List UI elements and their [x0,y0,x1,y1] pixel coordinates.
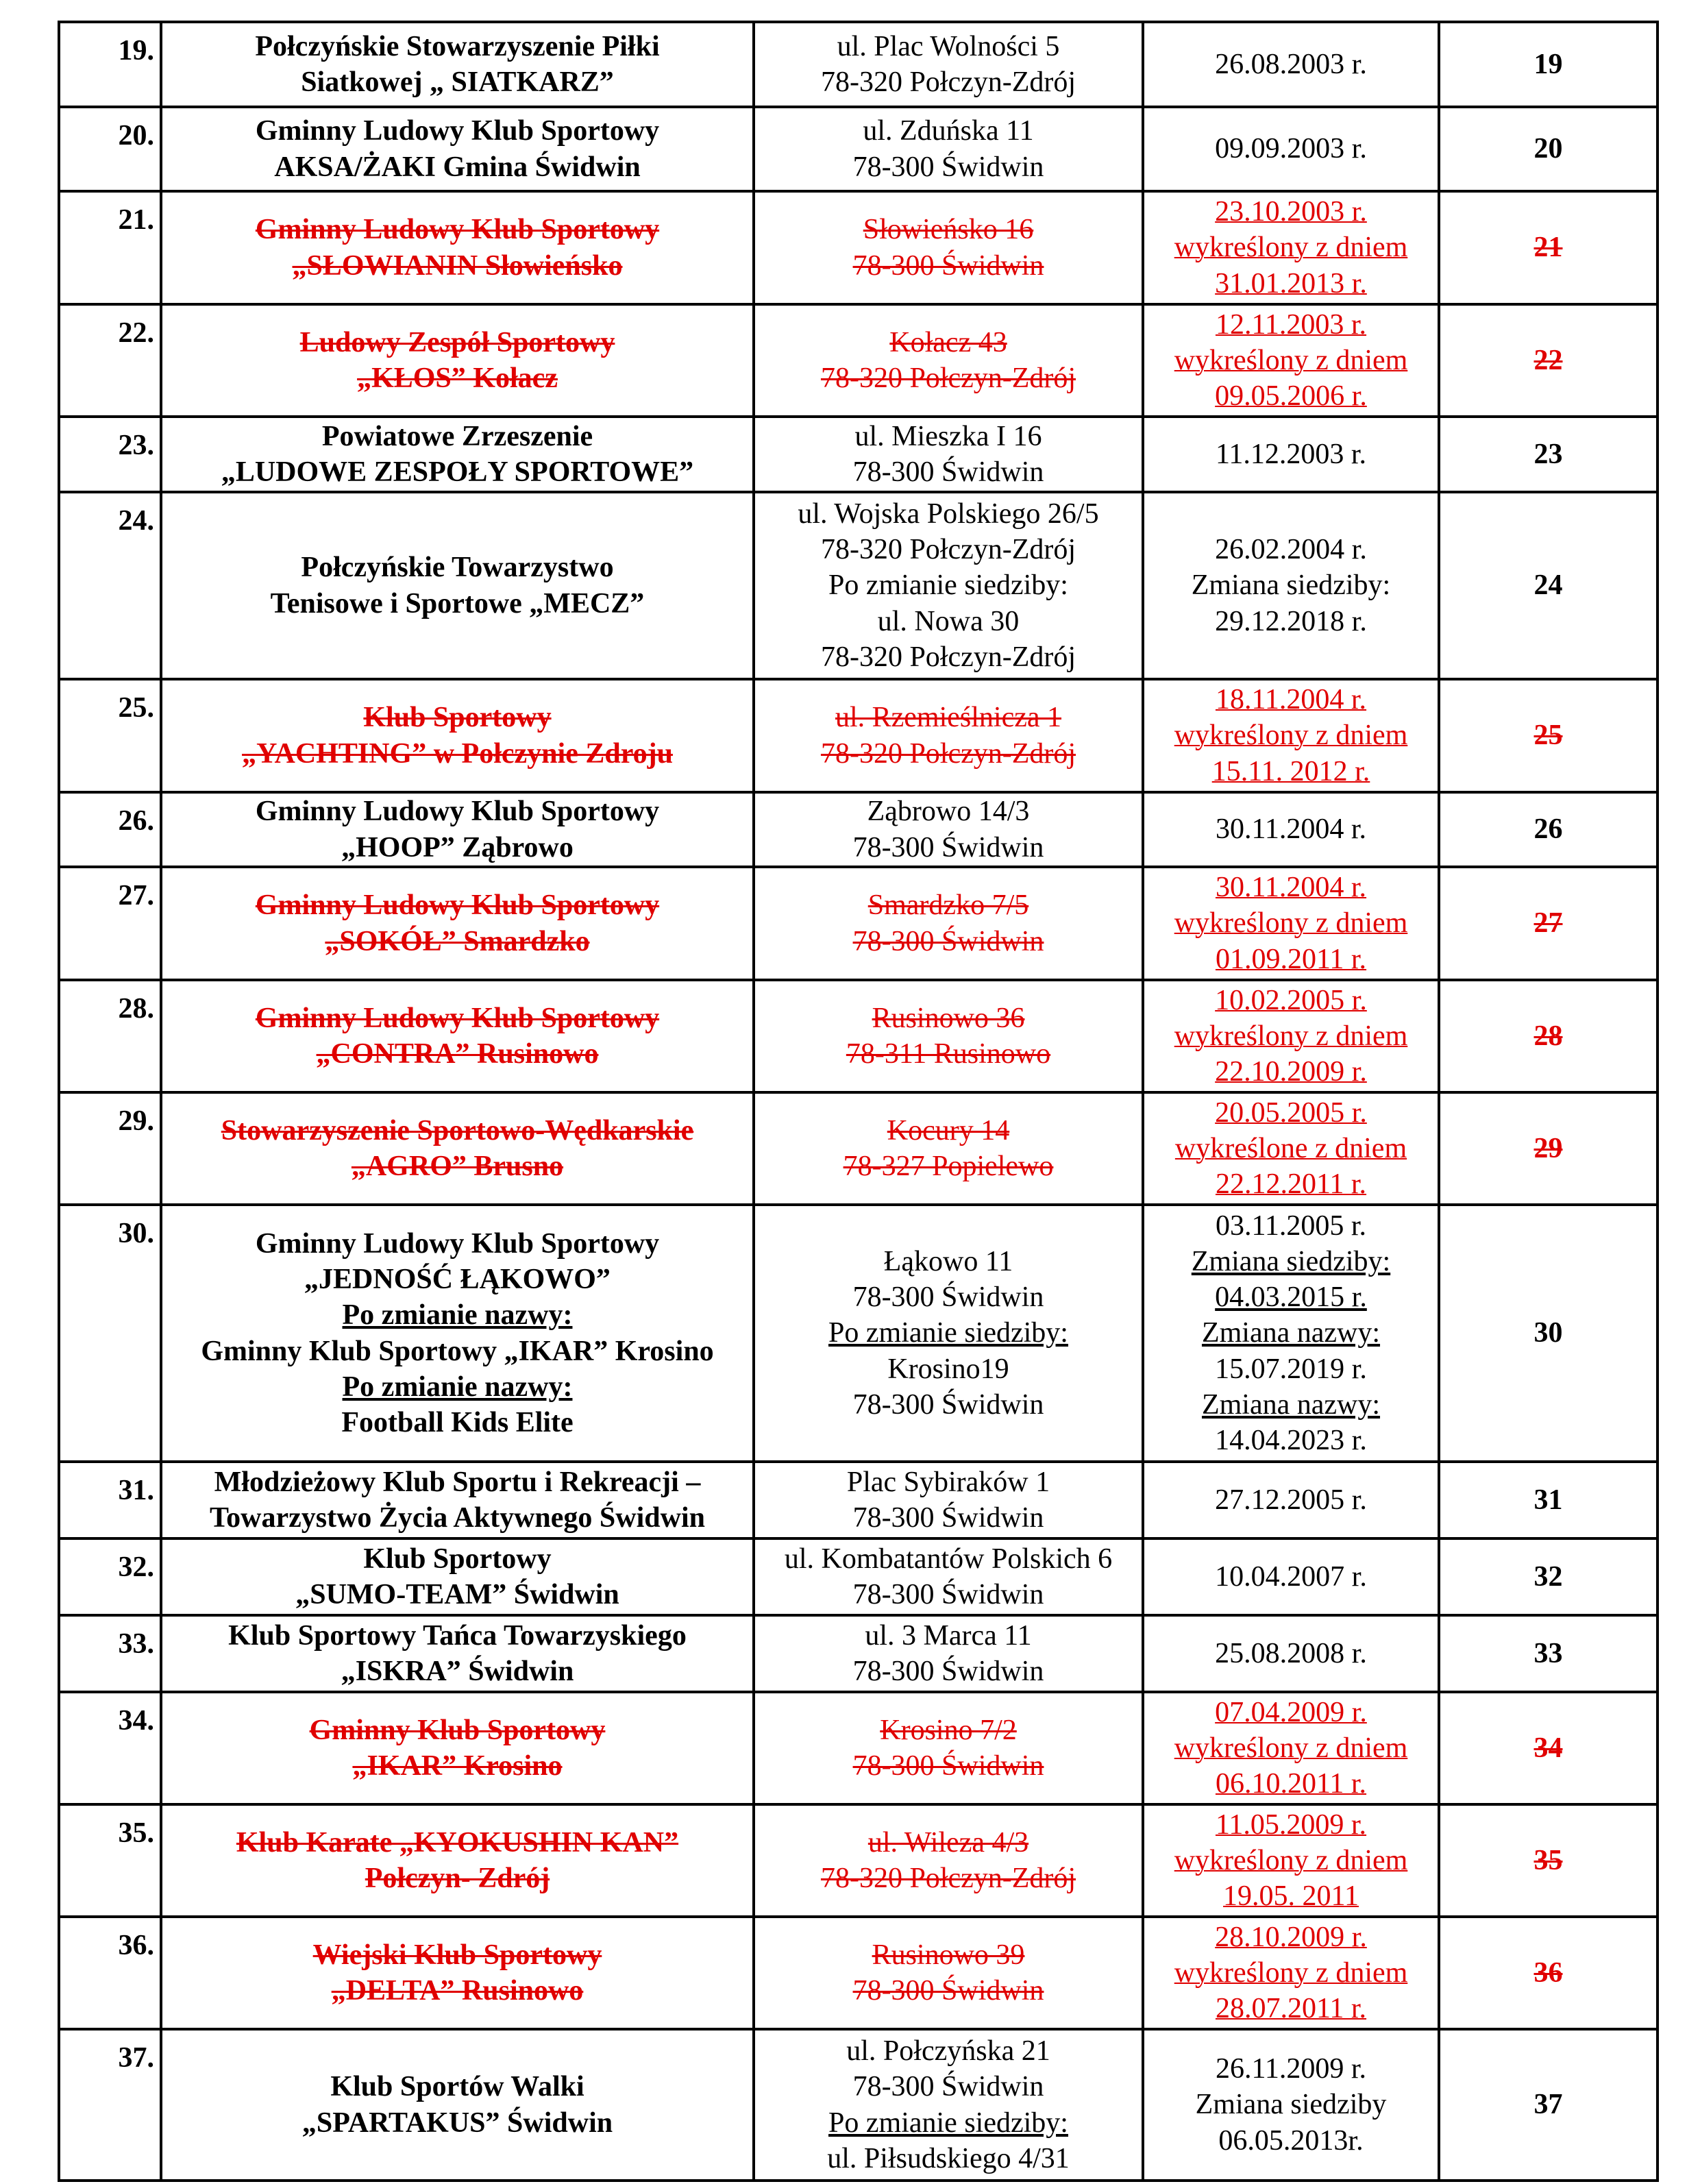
register-number: 19 [1439,22,1658,107]
date-line: wykreślony z dniem [1174,1020,1408,1052]
club-name [161,1804,754,1917]
row-number: 24. [59,492,161,679]
club-address [754,191,1143,304]
club-address-line: 78-300 Świdwin [852,151,1044,183]
club-name-line: Gminny Klub Sportowy [309,1714,606,1746]
club-address [754,679,1143,792]
table-row [59,492,1658,679]
club-address [754,1917,1143,2029]
date-line: 15.11. 2012 r. [1211,755,1370,787]
club-name-line: Gminny Ludowy Klub Sportowy [255,1002,660,1034]
club-address-line: ul. Rzemieślnicza 1 [835,702,1062,734]
club-address-line: 78-300 Świdwin [852,456,1044,488]
club-address-line: 78-300 Świdwin [852,1975,1044,2007]
date-line: 26.02.2004 r. [1215,534,1367,566]
registration-date [1143,980,1439,1092]
table-row [59,1538,1658,1615]
date-line: wykreślony z dniem [1174,1844,1408,1876]
club-address-line: Krosino19 [887,1353,1009,1385]
row-number: 37. [59,2029,161,2181]
club-address-line: 78-320 Połczyn-Zdrój [820,641,1076,673]
date-line: wykreślony z dniem [1174,232,1408,264]
club-name-line: Siatkowej „ SIATKARZ” [301,66,614,98]
club-name-line: Młodzieżowy Klub Sportu i Rekreacji – [214,1466,701,1498]
club-address [754,417,1143,492]
row-number: 32. [59,1538,161,1615]
club-name [161,679,754,792]
club-name-line: Tenisowe i Sportowe „MECZ” [270,587,645,619]
club-name-line: Klub Sportów Walki [330,2071,584,2103]
club-address-line: 78-320 Połczyn-Zdrój [820,1863,1076,1894]
table-row [59,867,1658,980]
club-name [161,1692,754,1804]
registration-date [1143,1205,1439,1462]
club-address-line: ul. Nowa 30 [877,605,1020,637]
register-number: 28 [1439,980,1658,1092]
row-number: 30. [59,1205,161,1462]
club-name-line: „SUMO-TEAM” Świdwin [295,1579,619,1610]
club-address-line: Rusinowo 36 [872,1002,1025,1034]
club-name [161,1462,754,1538]
date-line: 06.10.2011 r. [1215,1768,1367,1800]
date-line: wykreślony z dniem [1174,1956,1408,1989]
register-table [58,21,1659,2182]
date-line: Zmiana nazwy: [1201,1388,1381,1421]
date-line: 23.10.2003 r. [1215,196,1367,228]
club-address-line: 78-300 Świdwin [852,1281,1044,1314]
table-row [59,980,1658,1092]
club-name-line: „IKAR” Krosino [352,1750,563,1782]
club-name [161,1917,754,2029]
club-address-line: ul. Plac Wolności 5 [837,30,1060,62]
club-name-line: Wiejski Klub Sportowy [312,1939,602,1971]
registration-date [1143,2029,1439,2181]
registration-date [1143,792,1439,867]
date-line: 10.04.2007 r. [1215,1560,1367,1593]
club-name [161,304,754,417]
club-name-line: „JEDNOŚĆ ŁĄKOWO” [304,1264,611,1296]
club-address [754,1205,1143,1462]
club-name-line: Gminny Ludowy Klub Sportowy [255,889,660,922]
register-number: 26 [1439,792,1658,867]
club-name [161,107,754,191]
club-name [161,191,754,304]
club-address-line: ul. 3 Marca 11 [865,1619,1032,1652]
date-line: 01.09.2011 r. [1215,943,1367,975]
club-name-line: „SŁOWIANIN Słowieńsko [292,249,623,282]
table-row [59,2029,1658,2181]
club-name [161,2029,754,2181]
club-address [754,107,1143,191]
club-name-line: Powiatowe Zrzeszenie [321,420,593,452]
club-address-line: 78-300 Świdwin [852,1656,1044,1687]
club-address-line: 78-320 Połczyn-Zdrój [820,363,1076,394]
registration-date [1143,1538,1439,1615]
club-name-line: „SPARTAKUS” Świdwin [301,2107,613,2139]
table-row [59,1615,1658,1692]
club-address-line: 78-311 Rusinowo [846,1038,1051,1070]
club-address-line: 78-300 Świdwin [852,1502,1044,1534]
date-line: wykreślony z dniem [1174,907,1408,940]
row-number: 22. [59,304,161,417]
club-name-line: Gminny Ludowy Klub Sportowy [255,115,660,147]
table-row [59,107,1658,191]
date-line: 26.08.2003 r. [1215,48,1367,80]
club-name-line: Towarzystwo Życia Aktywnego Świdwin [209,1502,706,1534]
club-address-line: Po zmianie siedziby: [828,1317,1068,1349]
club-address-line: ul. Zduńska 11 [863,115,1034,147]
club-address [754,792,1143,867]
club-name-line: Klub Sportowy Tańca Towarzyskiego [228,1619,687,1652]
club-name-line: „LUDOWE ZESPOŁY SPORTOWE” [221,456,694,488]
club-name-line: Gminny Ludowy Klub Sportowy [255,796,660,828]
register-number: 29 [1439,1092,1658,1205]
club-address-line: 78-300 Świdwin [852,249,1044,282]
date-line: 20.05.2005 r. [1215,1096,1367,1129]
date-line: 27.12.2005 r. [1215,1484,1367,1516]
row-number: 33. [59,1615,161,1692]
club-name-line: Ludowy Zespół Sportowy [299,326,615,358]
club-address-line: Kocury 14 [887,1114,1010,1146]
club-address-line: Plac Sybiraków 1 [846,1466,1050,1498]
table-row [59,1917,1658,2029]
club-name [161,417,754,492]
table-row [59,679,1658,792]
club-address-line: 78-327 Popielewo [843,1151,1054,1182]
registration-date [1143,191,1439,304]
register-number: 37 [1439,2029,1658,2181]
club-name [161,1538,754,1615]
club-address-line: Kołacz 43 [889,326,1007,358]
row-number: 28. [59,980,161,1092]
date-line: 15.07.2019 r. [1215,1353,1367,1385]
club-address-line: 78-320 Połczyn-Zdrój [820,66,1076,98]
club-name [161,867,754,980]
club-name-line: Po zmianie nazwy: [342,1371,573,1403]
register-number: 20 [1439,107,1658,191]
club-name-line: Połczyńskie Towarzystwo [301,552,614,584]
date-line: 22.10.2009 r. [1215,1056,1367,1088]
club-address-line: ul. Mieszka I 16 [854,420,1042,452]
date-line: 12.11.2003 r. [1215,308,1367,341]
date-line: 25.08.2008 r. [1215,1637,1367,1669]
club-address-line: Po zmianie siedziby: [828,2107,1068,2139]
club-name-line: „HOOP” Ząbrowo [341,831,574,863]
club-name-line: Połczyn- Zdrój [365,1863,550,1894]
registration-date [1143,22,1439,107]
club-address [754,1538,1143,1615]
club-name [161,1092,754,1205]
club-name-line: „CONTRA” Rusinowo [316,1038,599,1070]
club-address-line: 78-300 Świdwin [852,1579,1044,1610]
date-line: wykreślony z dniem [1174,1732,1408,1764]
date-line: 30.11.2004 r. [1215,813,1367,846]
date-line: 22.12.2011 r. [1215,1168,1367,1201]
club-address [754,492,1143,679]
row-number: 31. [59,1462,161,1538]
registration-date [1143,1462,1439,1538]
register-number: 24 [1439,492,1658,679]
row-number: 34. [59,1692,161,1804]
club-address-line: ul. Kombatantów Polskich 6 [784,1543,1113,1575]
club-address-line: 78-300 Świdwin [852,1750,1044,1782]
club-address [754,1804,1143,1917]
club-name-line: Gminny Klub Sportowy „IKAR” Krosino [201,1335,714,1367]
club-name-line: Football Kids Elite [341,1406,574,1438]
club-address [754,1615,1143,1692]
club-name-line: Stowarzyszenie Sportowo-Wędkarskie [221,1114,694,1146]
table-row [59,1462,1658,1538]
registration-date [1143,417,1439,492]
row-number: 35. [59,1804,161,1917]
club-address-line: 78-300 Świdwin [852,925,1044,957]
club-address [754,1692,1143,1804]
club-name-line: Gminny Ludowy Klub Sportowy [255,1228,660,1260]
register-table-body [59,22,1658,2181]
date-line: wykreślony z dniem [1174,720,1408,752]
club-name [161,492,754,679]
register-number: 30 [1439,1205,1658,1462]
club-name [161,980,754,1092]
club-address [754,867,1143,980]
registration-date [1143,679,1439,792]
club-address [754,2029,1143,2181]
date-line: 03.11.2005 r. [1215,1210,1367,1242]
club-name-line: „AGRO” Brusno [351,1151,564,1182]
date-line: wykreślone z dniem [1174,1132,1407,1164]
row-number: 26. [59,792,161,867]
table-row [59,1205,1658,1462]
club-name [161,1205,754,1462]
club-address-line: Krosino 7/2 [880,1714,1017,1746]
row-number: 36. [59,1917,161,2029]
date-line: Zmiana siedziby: [1191,569,1391,602]
club-address-line: Łąkowo 11 [883,1246,1013,1278]
club-address [754,1092,1143,1205]
club-name-line: „SOKÓŁ” Smardzko [325,925,590,957]
date-line: 28.07.2011 r. [1215,1993,1367,2025]
date-line: 28.10.2009 r. [1215,1921,1367,1953]
table-row [59,1804,1658,1917]
club-address-line: ul. Wileza 4/3 [867,1826,1029,1858]
club-address-line: ul. Wojska Polskiego 26/5 [798,498,1099,530]
club-address-line: 78-300 Świdwin [852,1388,1044,1421]
register-number: 21 [1439,191,1658,304]
date-line: Zmiana nazwy: [1201,1317,1381,1349]
register-number: 31 [1439,1462,1658,1538]
date-line: 18.11.2004 r. [1215,684,1367,716]
club-address-line: Słowieńsko 16 [863,214,1034,246]
register-number: 27 [1439,867,1658,980]
club-name-line: Klub Karate „KYOKUSHIN KAN” [236,1826,679,1858]
club-address-line: Ząbrowo 14/3 [867,796,1030,828]
register-number: 22 [1439,304,1658,417]
club-name-line: „YACHTING” w Połczynie Zdroju [242,737,673,770]
club-name [161,1615,754,1692]
registration-date [1143,1692,1439,1804]
club-name-line: Gminny Ludowy Klub Sportowy [255,214,660,246]
row-number: 27. [59,867,161,980]
register-number: 34 [1439,1692,1658,1804]
club-address-line: ul. Piłsudskiego 4/31 [827,2142,1070,2174]
club-name-line: Połczyńskie Stowarzyszenie Piłki [255,30,660,62]
register-number: 35 [1439,1804,1658,1917]
club-name-line: „ISKRA” Świdwin [341,1656,574,1687]
registration-date [1143,107,1439,191]
registration-date [1143,1092,1439,1205]
date-line: 06.05.2013r. [1218,2124,1364,2157]
date-line: 11.05.2009 r. [1215,1808,1367,1841]
register-number: 33 [1439,1615,1658,1692]
date-line: 10.02.2005 r. [1215,984,1367,1016]
table-row [59,22,1658,107]
club-name [161,792,754,867]
club-name-line: Klub Sportowy [363,702,552,734]
club-name-line: „DELTA” Rusinowo [331,1975,584,2007]
date-line: 26.11.2009 r. [1215,2053,1367,2085]
club-address-line: 78-320 Połczyn-Zdrój [820,534,1076,566]
club-name-line: „KŁOS” Kołacz [357,363,558,394]
club-address [754,1462,1143,1538]
table-row [59,1092,1658,1205]
club-address [754,980,1143,1092]
row-number: 20. [59,107,161,191]
date-line: 11.12.2003 r. [1215,438,1367,470]
table-row [59,792,1658,867]
date-line: 30.11.2004 r. [1215,872,1367,904]
table-row [59,417,1658,492]
register-number: 36 [1439,1917,1658,2029]
club-address [754,22,1143,107]
date-line: 09.05.2006 r. [1215,380,1367,413]
registration-date [1143,492,1439,679]
date-line: wykreślony z dniem [1174,344,1408,376]
club-address-line: Rusinowo 39 [872,1939,1025,1971]
date-line: 04.03.2015 r. [1215,1281,1367,1314]
date-line: 29.12.2018 r. [1215,605,1367,637]
club-name-line: AKSA/ŻAKI Gmina Świdwin [274,151,641,183]
registration-date [1143,867,1439,980]
table-row [59,304,1658,417]
registration-date [1143,1917,1439,2029]
row-number: 29. [59,1092,161,1205]
row-number: 25. [59,679,161,792]
club-address-line: Smardzko 7/5 [867,889,1029,922]
club-address-line: 78-300 Świdwin [852,2071,1044,2103]
registration-date [1143,304,1439,417]
row-number: 23. [59,417,161,492]
club-name-line: Klub Sportowy [363,1543,552,1575]
club-address-line: Po zmianie siedziby: [828,569,1068,602]
club-address [754,304,1143,417]
registration-date [1143,1804,1439,1917]
register-number: 25 [1439,679,1658,792]
date-line: 19.05. 2011 [1223,1880,1359,1913]
club-name [161,22,754,107]
club-name-line: Po zmianie nazwy: [342,1299,573,1332]
date-line: 31.01.2013 r. [1215,267,1367,299]
register-number: 23 [1439,417,1658,492]
club-address-line: 78-300 Świdwin [852,831,1044,863]
club-address-line: 78-320 Połczyn-Zdrój [820,737,1076,770]
date-line: 14.04.2023 r. [1215,1424,1367,1456]
date-line: 09.09.2003 r. [1215,133,1367,165]
table-row [59,191,1658,304]
row-number: 19. [59,22,161,107]
date-line: 07.04.2009 r. [1215,1696,1367,1728]
date-line: Zmiana siedziby [1195,2089,1387,2121]
registration-date [1143,1615,1439,1692]
date-line: Zmiana siedziby: [1191,1246,1391,1278]
club-address-line: ul. Połczyńska 21 [846,2035,1050,2068]
table-row [59,1692,1658,1804]
row-number: 21. [59,191,161,304]
register-number: 32 [1439,1538,1658,1615]
